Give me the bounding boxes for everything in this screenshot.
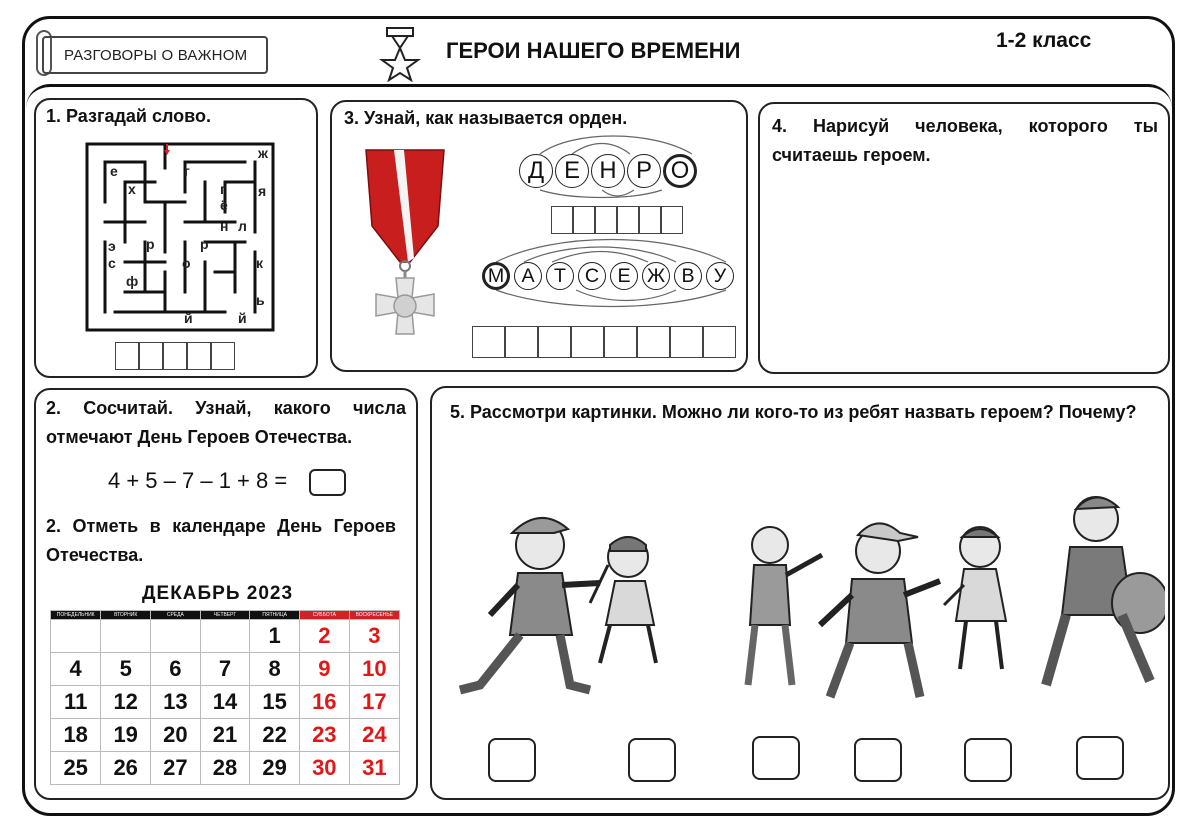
letter-circle: Т xyxy=(546,262,574,290)
answer-box[interactable] xyxy=(595,206,617,234)
calendar-day[interactable]: 2 xyxy=(299,620,349,653)
calendar-day[interactable]: 6 xyxy=(151,653,201,686)
task5-title: 5. Рассмотри картинки. Можно ли кого-то из ребят назвать героем? Почему? xyxy=(450,402,1137,422)
calendar-day[interactable]: 23 xyxy=(299,719,349,752)
task3-title: 3. Узнай, как называется орден. xyxy=(344,108,628,128)
logo-text: РАЗГОВОРЫ О ВАЖНОМ xyxy=(64,46,248,64)
answer-box[interactable] xyxy=(639,206,661,234)
answer-box[interactable] xyxy=(1076,736,1124,780)
answer-box[interactable] xyxy=(571,326,604,358)
letter-circle: Е xyxy=(610,262,638,290)
maze-letter: й xyxy=(184,310,193,326)
answer-box[interactable] xyxy=(505,326,538,358)
calendar-day[interactable]: 3 xyxy=(349,620,399,653)
calendar-day[interactable]: 30 xyxy=(299,752,349,785)
letter-circle: Д xyxy=(519,154,553,188)
calendar-day[interactable]: 24 xyxy=(349,719,399,752)
calendar-day[interactable]: 10 xyxy=(349,653,399,686)
weekday-header: СУББОТА xyxy=(299,611,349,620)
maze-letter: н xyxy=(220,218,229,234)
answer-box[interactable] xyxy=(163,342,187,370)
equation-answer-box[interactable] xyxy=(309,469,346,496)
answer-box[interactable] xyxy=(573,206,595,234)
letter-circle: А xyxy=(514,262,542,290)
maze-letter: ё xyxy=(220,197,228,213)
calendar-day[interactable]: 8 xyxy=(250,653,300,686)
letter-circle: Ж xyxy=(642,262,670,290)
word1-answer-boxes[interactable] xyxy=(551,206,683,234)
maze-letter: е xyxy=(110,163,118,179)
calendar-day[interactable]: 15 xyxy=(250,686,300,719)
weekday-header: ВОСКРЕСЕНЬЕ xyxy=(349,611,399,620)
letter-circle: У xyxy=(706,262,734,290)
letter-circle: В xyxy=(674,262,702,290)
calendar-day[interactable]: 18 xyxy=(51,719,101,752)
maze-letter: р xyxy=(146,236,155,252)
weekday-header: СРЕДА xyxy=(151,611,201,620)
letter-circle: Е xyxy=(555,154,589,188)
answer-box[interactable] xyxy=(115,342,139,370)
calendar xyxy=(50,610,400,785)
star-medal-icon xyxy=(378,26,422,82)
letter-circle: Н xyxy=(591,154,625,188)
children-illustration xyxy=(450,485,1165,725)
task2-calendar-title: 2. Отметь в календаре День Героев Отечества. xyxy=(46,516,396,565)
maze-letter: л xyxy=(238,218,247,234)
calendar-day[interactable]: 4 xyxy=(51,653,101,686)
logo xyxy=(42,36,268,74)
calendar-day[interactable]: 12 xyxy=(101,686,151,719)
calendar-day[interactable]: 19 xyxy=(101,719,151,752)
calendar-day[interactable]: 1 xyxy=(250,620,300,653)
task1-title: 1. Разгадай слово. xyxy=(46,106,211,126)
answer-box[interactable] xyxy=(604,326,637,358)
answer-box[interactable] xyxy=(661,206,683,234)
calendar-day[interactable]: 31 xyxy=(349,752,399,785)
maze-letter: я xyxy=(258,183,267,199)
calendar-day[interactable]: 13 xyxy=(151,686,201,719)
maze-letter: ж xyxy=(258,145,268,161)
maze-letter: о xyxy=(182,255,191,271)
maze-letter: г xyxy=(184,163,190,179)
answer-box[interactable] xyxy=(187,342,211,370)
answer-box[interactable] xyxy=(551,206,573,234)
page-title: ГЕРОИ НАШЕГО ВРЕМЕНИ xyxy=(446,38,741,63)
calendar-day xyxy=(101,620,151,653)
grade-label: 1-2 класс xyxy=(996,29,1092,52)
maze-letter: к xyxy=(256,255,264,271)
calendar-day[interactable]: 5 xyxy=(101,653,151,686)
maze-letter: ь xyxy=(256,292,265,308)
order-medal-image xyxy=(352,146,462,366)
answer-box[interactable] xyxy=(670,326,703,358)
maze-letter: г xyxy=(220,181,226,197)
calendar-day[interactable]: 14 xyxy=(200,686,250,719)
equation: 4 + 5 – 7 – 1 + 8 = xyxy=(108,468,288,493)
answer-box[interactable] xyxy=(538,326,571,358)
weekday-header: ПЯТНИЦА xyxy=(250,611,300,620)
letter-circle: О xyxy=(663,154,697,188)
task1-answer-boxes[interactable] xyxy=(115,342,235,370)
answer-box[interactable] xyxy=(617,206,639,234)
calendar-day[interactable]: 27 xyxy=(151,752,201,785)
calendar-day xyxy=(51,620,101,653)
answer-box[interactable] xyxy=(964,738,1012,782)
letter-circle: Р xyxy=(627,154,661,188)
maze-letter: э xyxy=(108,238,116,254)
calendar-day[interactable]: 16 xyxy=(299,686,349,719)
word2-answer-boxes[interactable] xyxy=(472,326,736,358)
calendar-day[interactable]: 28 xyxy=(200,752,250,785)
maze-letter: с xyxy=(108,255,116,271)
calendar-day[interactable]: 22 xyxy=(250,719,300,752)
maze-letter: х xyxy=(128,181,136,197)
answer-box[interactable] xyxy=(628,738,676,782)
maze-letter: ф xyxy=(126,273,139,289)
calendar-day xyxy=(151,620,201,653)
maze-letter: й xyxy=(238,310,247,326)
calendar-day[interactable]: 9 xyxy=(299,653,349,686)
letter-circle: М xyxy=(482,262,510,290)
calendar-day xyxy=(200,620,250,653)
calendar-day[interactable]: 25 xyxy=(51,752,101,785)
task2-count-title: 2. Сосчитай. Узнай, какого числа отмечают День Героев Отечества. xyxy=(46,398,406,447)
calendar-day[interactable]: 7 xyxy=(200,653,250,686)
calendar-day[interactable]: 29 xyxy=(250,752,300,785)
calendar-day[interactable]: 17 xyxy=(349,686,399,719)
answer-box[interactable] xyxy=(211,342,235,370)
answer-box[interactable] xyxy=(472,326,505,358)
answer-box[interactable] xyxy=(139,342,163,370)
calendar-title: ДЕКАБРЬ 2023 xyxy=(142,583,294,604)
weekday-header: ПОНЕДЕЛЬНИК xyxy=(51,611,101,620)
calendar-day[interactable]: 26 xyxy=(101,752,151,785)
calendar-day[interactable]: 20 xyxy=(151,719,201,752)
task4-title: 4. Нарисуй человека, которого ты считаешь героем. xyxy=(772,116,1158,165)
answer-box[interactable] xyxy=(637,326,670,358)
weekday-header: ВТОРНИК xyxy=(101,611,151,620)
letter-circle: С xyxy=(578,262,606,290)
weekday-header: ЧЕТВЕРГ xyxy=(200,611,250,620)
answer-box[interactable] xyxy=(703,326,736,358)
answer-box[interactable] xyxy=(854,738,902,782)
calendar-day[interactable]: 21 xyxy=(200,719,250,752)
answer-box[interactable] xyxy=(752,736,800,780)
answer-box[interactable] xyxy=(488,738,536,782)
calendar-day[interactable]: 11 xyxy=(51,686,101,719)
maze-letter: р xyxy=(200,236,209,252)
